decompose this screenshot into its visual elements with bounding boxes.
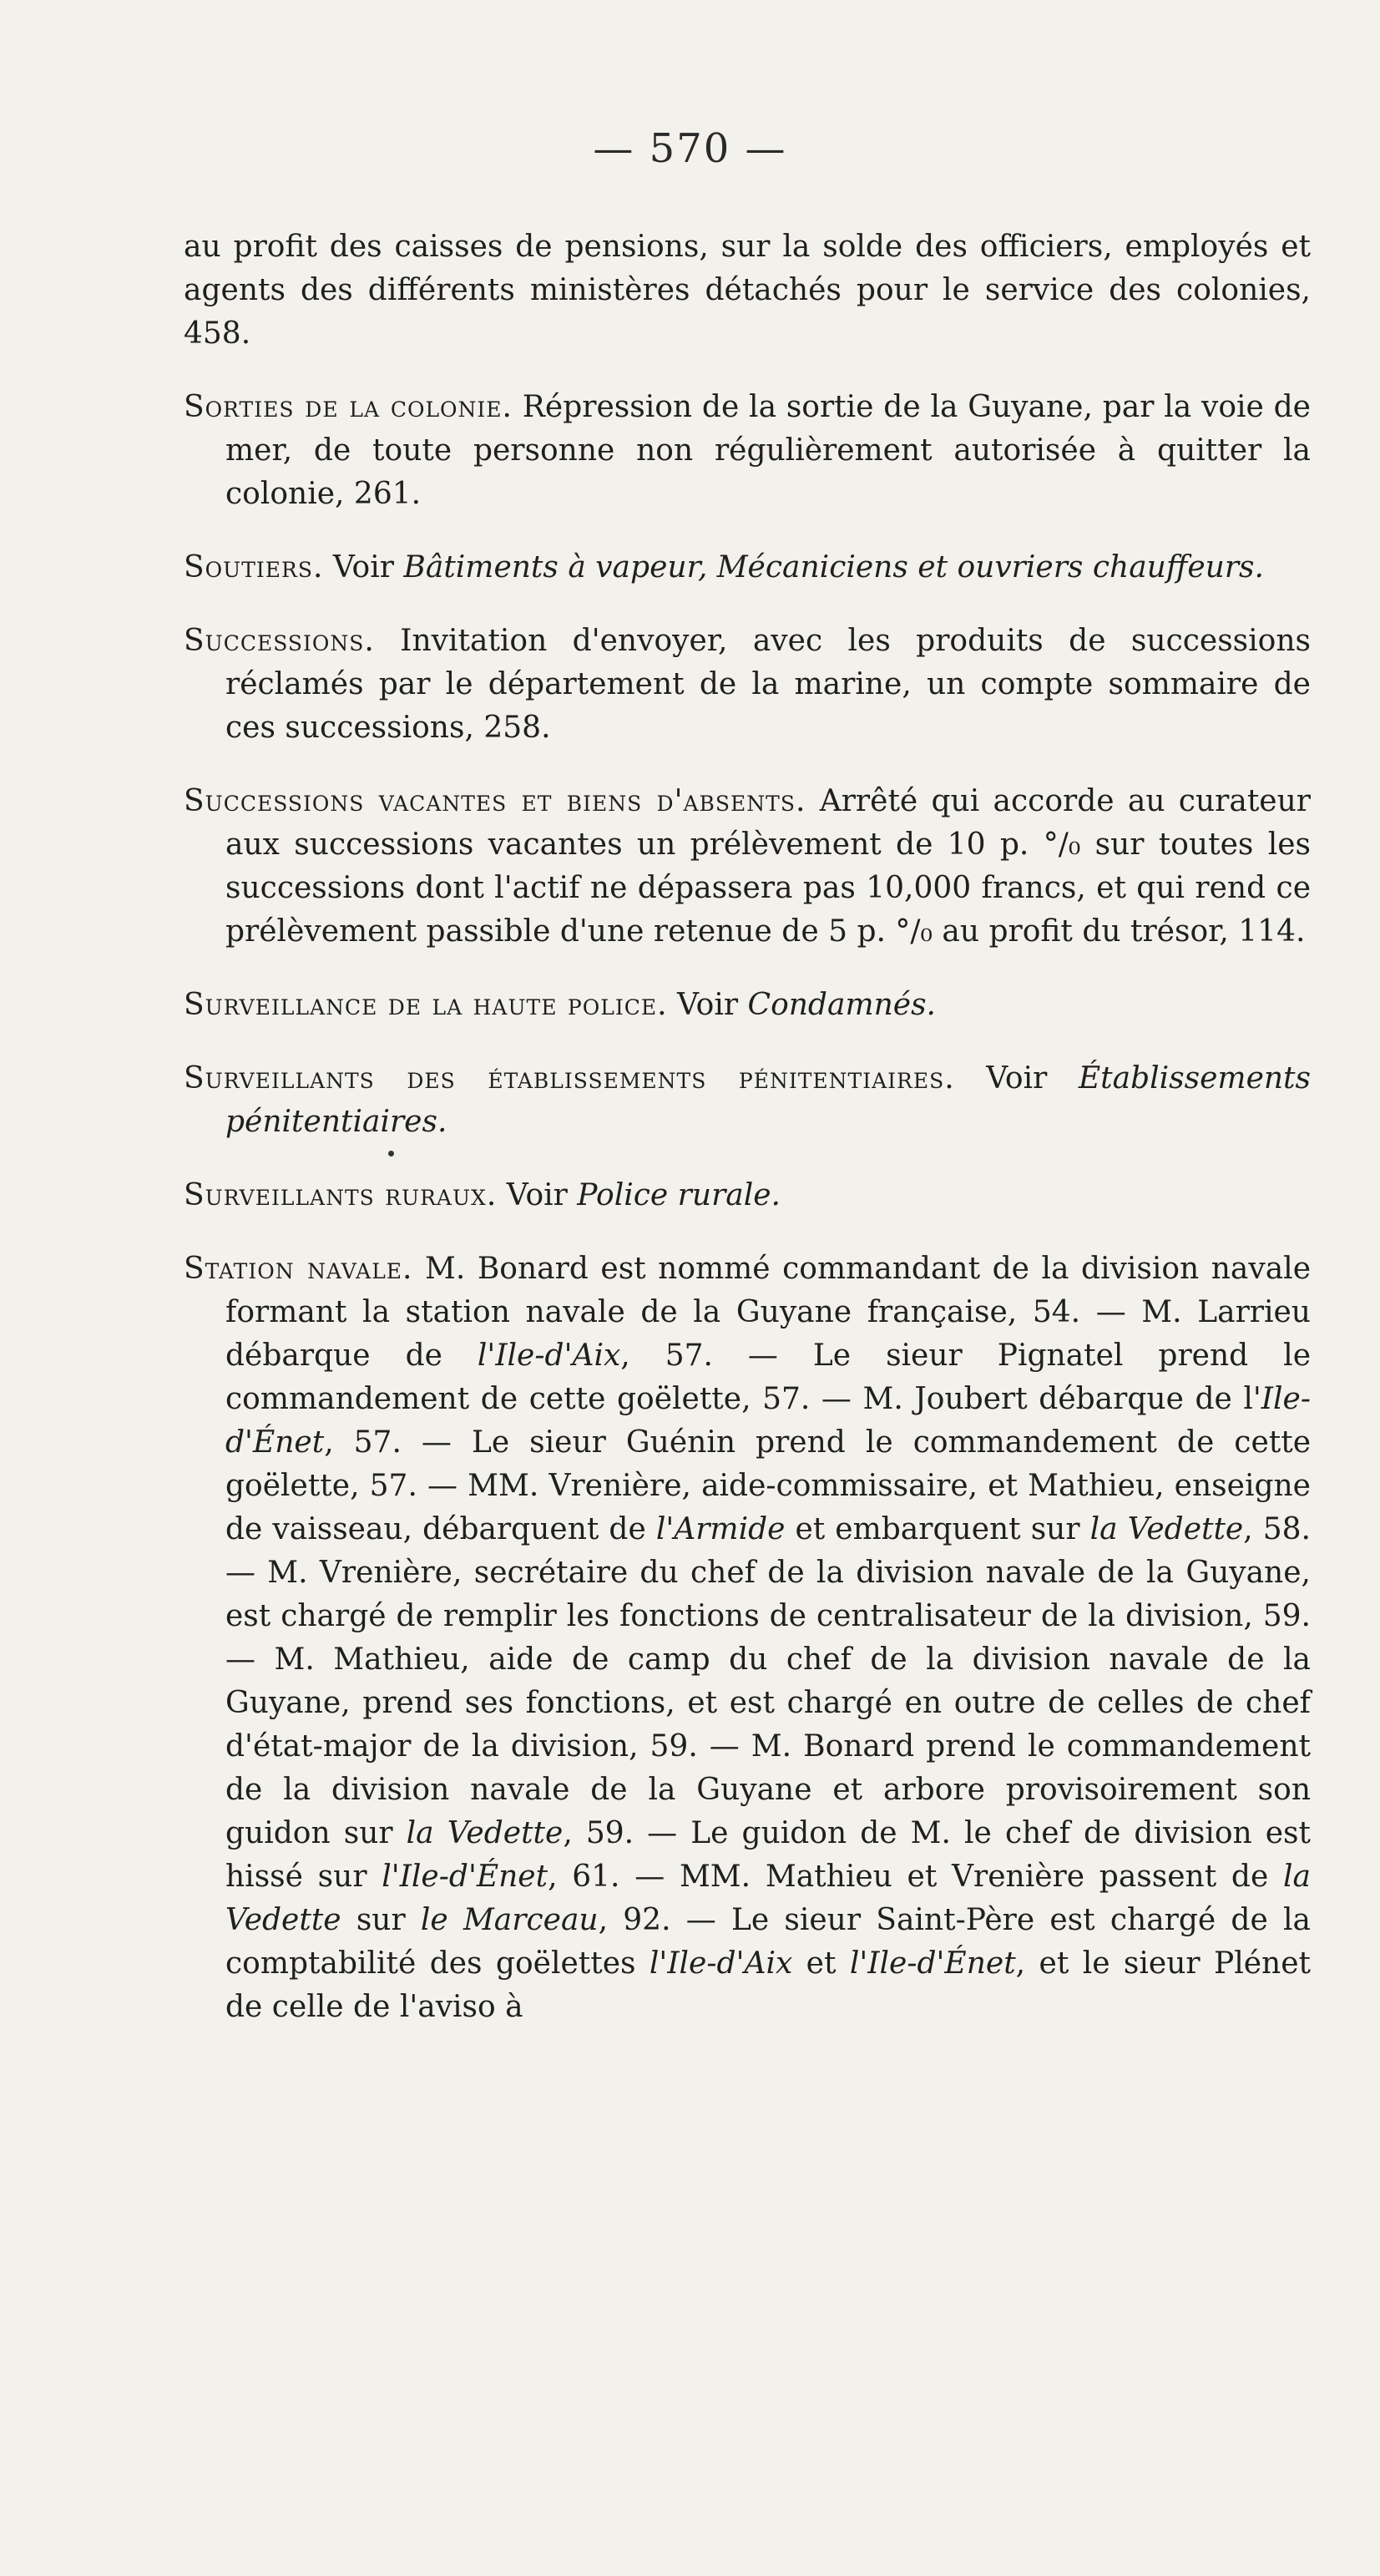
entry-heading: Successions vacantes et biens d'absents. xyxy=(184,784,806,818)
entry-body: Invitation d'envoyer, avec les produits de successions réclamés par le département de la marine, un compte sommaire de ces successions, 258. xyxy=(225,624,1311,745)
ship-name: Ile-d'Énet xyxy=(225,1382,1311,1460)
entry-text: , et le sieur Plénet de celle de l'aviso à xyxy=(225,1946,1312,2024)
entry-text: , 61. — MM. Mathieu et Vrenière passent de xyxy=(548,1860,1284,1894)
ship-name: l'Ile-d'Énet xyxy=(849,1946,1016,1981)
entry-heading: Station navale. xyxy=(184,1252,413,1286)
entry-heading: Soutiers. xyxy=(184,550,324,585)
ink-dot xyxy=(388,1151,394,1156)
entry-soutiers xyxy=(184,546,1311,590)
entry-successions-vacantes xyxy=(184,780,1311,954)
entry-reference: Bâtiments à vapeur, Mécaniciens et ouvriers chauffeurs. xyxy=(403,550,1264,585)
entry-surveillants-etablissements xyxy=(184,1057,1311,1144)
ship-name: l'Ile-d'Aix xyxy=(477,1339,621,1373)
entry-continuation xyxy=(184,225,1311,356)
entry-heading: Sorties de la colonie. xyxy=(184,390,513,424)
ship-name: l'Armide xyxy=(655,1512,786,1546)
entry-heading: Successions. xyxy=(184,624,375,658)
ship-name: la Vedette xyxy=(225,1860,1311,1937)
entry-sorties-de-la-colonie xyxy=(184,386,1311,516)
entry-reference: Condamnés. xyxy=(747,988,936,1022)
entry-voir: Voir xyxy=(667,988,748,1022)
entry-reference: Police rurale. xyxy=(577,1178,781,1212)
index-content xyxy=(184,225,1311,2059)
entry-text: M. Bonard est nommé commandant de la division navale formant la station navale de la Guyane française, 54. — M. Larrieu débarque de xyxy=(225,1252,1311,1373)
ship-name: la Vedette xyxy=(406,1816,564,1850)
page-number: — 570 — xyxy=(593,125,787,172)
entry-text: , 57. — Le sieur Guénin prend le commandement de cette goëlette, 57. — MM. Vrenière, aide-commissaire, et Mathieu, enseigne de vaisseau, débarquent de xyxy=(225,1425,1311,1546)
entry-body: au profit des caisses de pensions, sur la solde des officiers, employés et agents des différents ministères détachés pour le service des colonies, 458. xyxy=(184,230,1311,351)
entry-reference: Établissements pénitentiaires. xyxy=(225,1061,1311,1139)
entry-voir: Voir xyxy=(497,1178,578,1212)
entry-voir: Voir xyxy=(323,550,404,585)
entry-body: Arrêté qui accorde au curateur aux successions vacantes un prélèvement de 10 p. °/₀ sur toutes les successions dont l'actif ne dépassera pas 10,000 francs, et qui rend ce prélèvement passible d'une retenue de 5 p. °/₀ au profit du trésor, 114. xyxy=(225,784,1311,949)
ship-name: l'Ile-d'Aix xyxy=(649,1946,793,1981)
entry-heading: Surveillants des établissements pénitentiaires. xyxy=(184,1061,955,1096)
entry-surveillants-ruraux xyxy=(184,1174,1311,1217)
entry-body: Répression de la sortie de la Guyane, par la voie de mer, de toute personne non régulièrement autorisée à quitter la colonie, 261. xyxy=(225,390,1311,511)
entry-successions xyxy=(184,620,1311,750)
entry-text: sur xyxy=(341,1903,421,1937)
entry-text: , 92. — Le sieur Saint-Père est chargé de la comptabilité des goëlettes xyxy=(225,1903,1311,1981)
entry-heading: Surveillants ruraux. xyxy=(184,1178,498,1212)
entry-body xyxy=(225,1252,1311,2024)
entry-text: et xyxy=(792,1946,850,1981)
entry-text: et embarquent sur xyxy=(785,1512,1090,1546)
entry-station-navale xyxy=(184,1248,1311,2029)
entry-surveillance-haute-police xyxy=(184,984,1311,1027)
ship-name: l'Ile-d'Énet xyxy=(382,1860,548,1894)
entry-voir: Voir xyxy=(954,1061,1079,1096)
entry-text: , 57. — Le sieur Pignatel prend le commandement de cette goëlette, 57. — M. Joubert débarque de l' xyxy=(225,1339,1311,1416)
ship-name: la Vedette xyxy=(1089,1512,1244,1546)
entry-heading: Surveillance de la haute police. xyxy=(184,988,668,1022)
entry-text: , 58. — M. Vrenière, secrétaire du chef de la division navale de la Guyane, est chargé de remplir les fonctions de centralisateur de la division, 59. — M. Mathieu, aide de camp du chef de la division navale de la Guyane, prend ses fonctions, et est chargé en outre de celles de chef d'état-major de la division, 59. — M. Bonard prend le commandement de la division navale de la Guyane et arbore provisoirement son guidon sur xyxy=(225,1512,1311,1850)
entry-text: , 59. — Le guidon de M. le chef de division est hissé sur xyxy=(225,1816,1311,1894)
ship-name: le Marceau xyxy=(420,1903,599,1937)
